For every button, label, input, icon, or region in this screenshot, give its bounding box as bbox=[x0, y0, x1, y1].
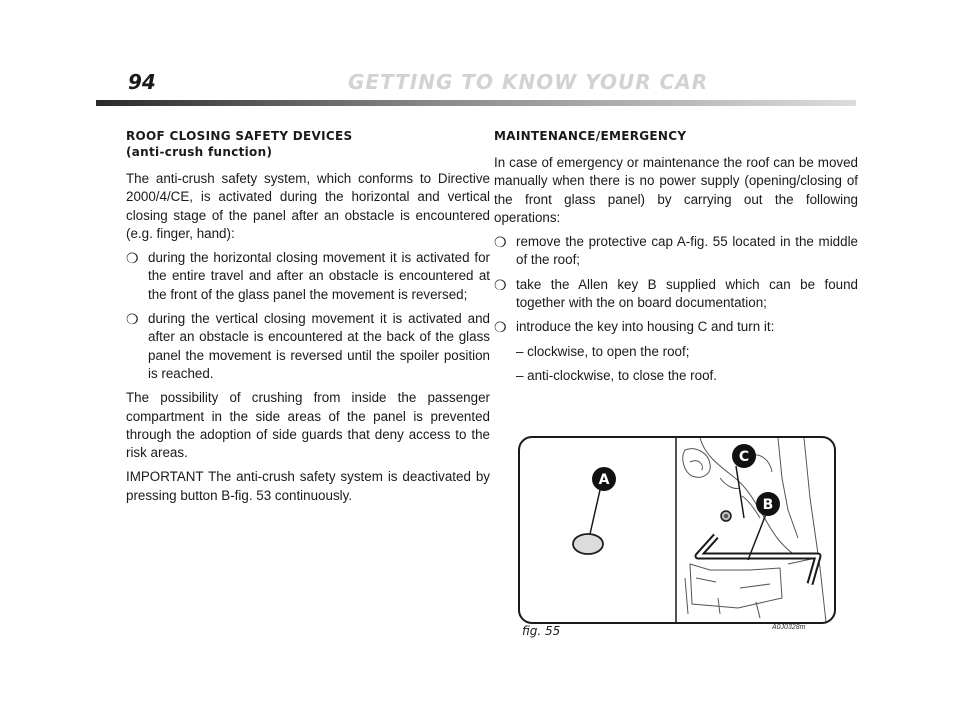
bullet-text: remove the protective cap A-fig. 55 located in the middle of the roof; bbox=[516, 234, 858, 268]
intro-paragraph: The anti-crush safety system, which conforms to Directive 2000/4/CE, is activated during the horizontal and vertical closing stage of the panel after an obstacle is encountered (e.g. finger, hand): bbox=[126, 171, 490, 241]
heading-line-2: (anti-crush function) bbox=[126, 145, 273, 159]
bullet-item bbox=[494, 318, 858, 336]
bullet-text: during the horizontal closing movement it is activated for the entire travel and after an obstacle is encountered at the front of the glass panel the movement is reversed; bbox=[148, 250, 490, 302]
bullet-item bbox=[494, 233, 858, 270]
section-title: GETTING TO KNOW YOUR CAR bbox=[348, 70, 709, 94]
label-a-text: A bbox=[598, 472, 610, 488]
label-c-text: C bbox=[738, 449, 750, 465]
bullet-circle-icon: ❍ bbox=[126, 250, 139, 267]
bullet-circle-icon: ❍ bbox=[494, 319, 507, 336]
bullet-text: during the vertical closing movement it is activated and after an obstacle is encountered at the back of the glass panel the movement is reversed until the spoiler position is reached. bbox=[148, 311, 490, 381]
page-number: 94 bbox=[128, 70, 156, 94]
label-b-text: B bbox=[762, 497, 774, 513]
header-rule bbox=[96, 100, 856, 106]
allen-key-b bbox=[698, 514, 818, 584]
roof-mechanism-sketch bbox=[683, 438, 826, 622]
bullet-item bbox=[126, 249, 490, 304]
figure-caption: fig. 55 bbox=[522, 624, 561, 638]
paragraph-side-guards: The possibility of crushing from inside the passenger compartment in the side areas of the panel is prevented through the adoption of side guards that deny access to the risk areas. bbox=[126, 390, 490, 461]
bullet-circle-icon: ❍ bbox=[494, 276, 507, 293]
dash-item-anticlockwise: – anti-clockwise, to close the roof. bbox=[516, 367, 717, 383]
protective-cap-a bbox=[573, 490, 603, 554]
label-b-badge bbox=[756, 492, 780, 516]
bullet-text: introduce the key into housing C and turn it: bbox=[516, 319, 775, 335]
label-a-badge bbox=[592, 467, 616, 491]
left-column bbox=[126, 128, 490, 511]
bullet-item bbox=[126, 310, 490, 383]
paragraph-important: IMPORTANT The anti-crush safety system is deactivated by pressing button B-fig. 53 continuously. bbox=[126, 469, 490, 503]
bullet-text: take the Allen key B supplied which can be found together with the on board documentation; bbox=[516, 276, 858, 311]
figure-illustration bbox=[518, 436, 836, 624]
bullet-item bbox=[494, 276, 858, 313]
intro-paragraph: In case of emergency or maintenance the roof can be moved manually when there is no power supply (opening/closing of the front glass panel) by carrying out the following operations: bbox=[494, 155, 858, 225]
right-column bbox=[494, 128, 858, 391]
bullet-circle-icon: ❍ bbox=[494, 234, 507, 251]
heading-line-1: ROOF CLOSING SAFETY DEVICES bbox=[126, 129, 353, 143]
figure-code: A0J0328m bbox=[772, 624, 806, 631]
section-heading-maintenance: MAINTENANCE/EMERGENCY bbox=[494, 129, 687, 143]
bullet-circle-icon: ❍ bbox=[126, 311, 139, 328]
dash-item-clockwise: – clockwise, to open the roof; bbox=[516, 343, 690, 359]
roof-mechanism-illustration bbox=[520, 438, 834, 622]
housing-c bbox=[721, 466, 744, 521]
label-c-badge bbox=[732, 444, 756, 468]
section-heading-safety bbox=[126, 128, 490, 160]
